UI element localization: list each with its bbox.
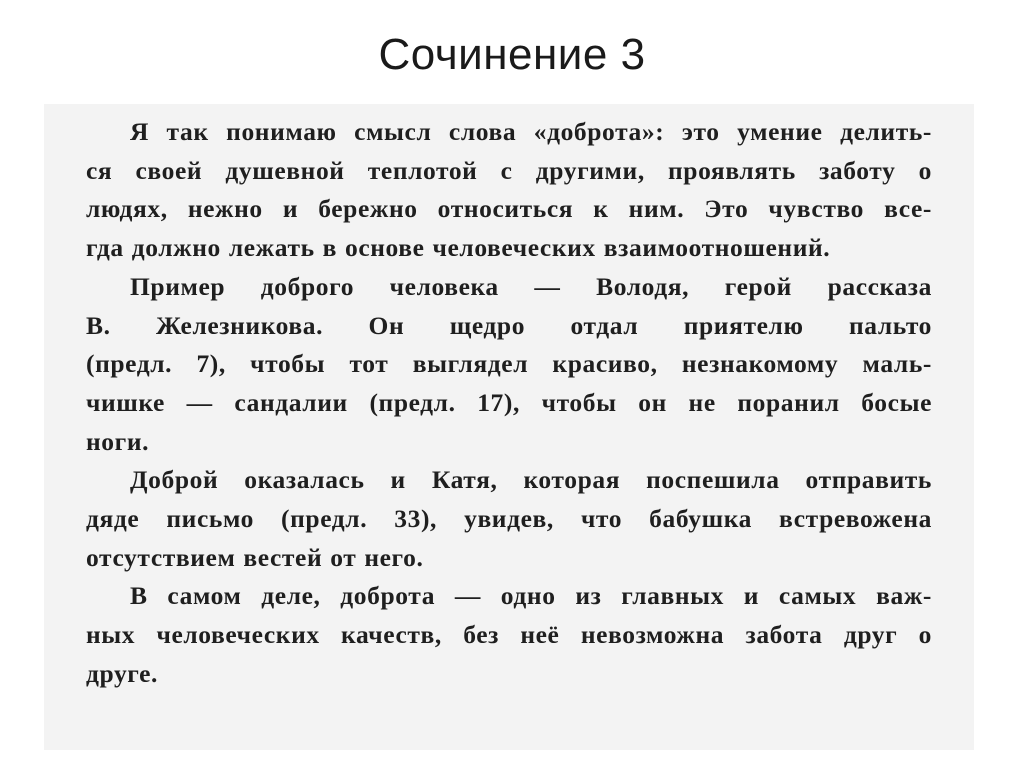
text-line: В. Железникова. Он щедро отдал приятелю пальто [86,310,932,340]
text-line: ных человеческих качеств, без неё невозможна забота друг о [86,620,932,650]
text-line: ся своей душевной теплотой с другими, проявлять заботу о [86,155,932,185]
text-line: (предл. 7), чтобы тот выглядел красиво, незнакомому маль- [86,349,932,379]
essay-text [86,113,932,694]
text-line: людях, нежно и бережно относиться к ним. Это чувство все- [86,194,932,224]
text-line: чишке — сандалии (предл. 17), чтобы он не поранил босые [86,387,932,417]
text-line: ноги. [86,426,150,456]
text-line: Я так понимаю смысл слова «доброта»: это умение делить- [130,117,932,146]
text-line: Пример доброго человека — Володя, герой рассказа [130,271,932,301]
slide-title: Сочинение 3 [378,30,646,79]
paragraph-3 [86,461,932,577]
paragraph-2 [86,268,932,462]
paragraph-1 [86,113,932,268]
text-line: друге. [86,658,159,688]
text-line: гда должно лежать в основе человеческих взаимоотношений. [86,233,831,263]
text-line: дяде письмо (предл. 33), увидев, что бабушка встревожена [86,504,932,534]
paragraph-4 [86,577,932,693]
text-line: отсутствием вестей от него. [86,542,424,572]
text-line: В самом деле, доброта — одно из главных и самых важ- [130,581,932,611]
text-line: Доброй оказалась и Катя, которая поспешила отправить [130,465,932,495]
